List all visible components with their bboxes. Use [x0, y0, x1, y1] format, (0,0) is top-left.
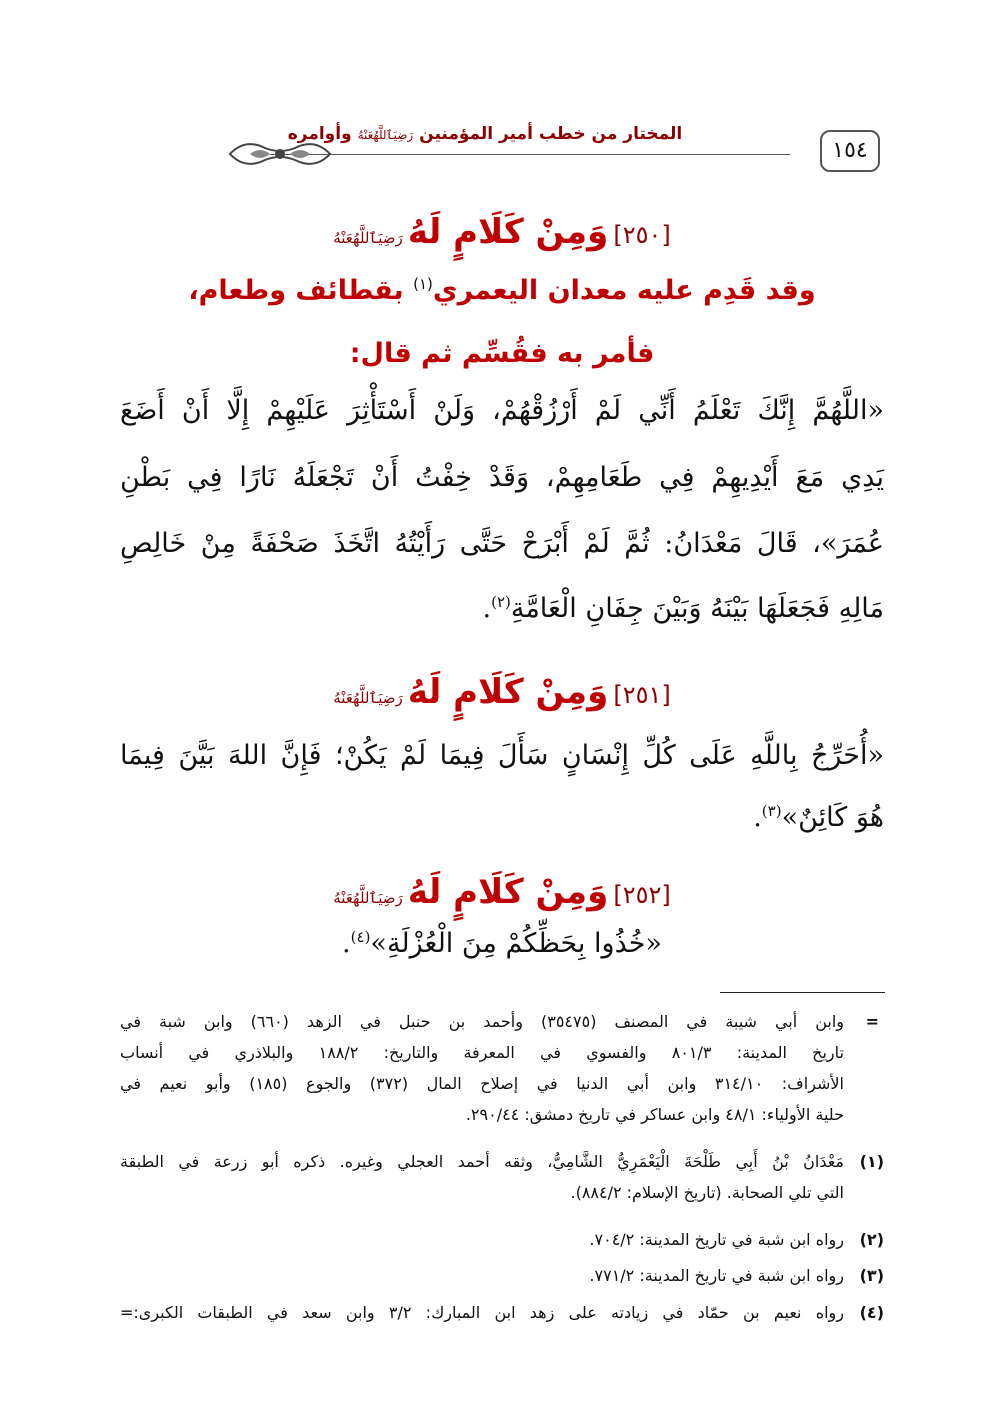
- section-title: وَمِنْ كَلَامٍ لَهُ: [407, 672, 609, 712]
- footnote-separator: [720, 992, 885, 993]
- section-subheading-2: فأمر به فقُسِّم ثم قال:: [349, 338, 655, 369]
- ornament-icon: [225, 136, 335, 172]
- section-number: [٢٥٢]: [613, 881, 671, 909]
- subheading-text: وقد قَدِم عليه معدان اليعمري: [432, 275, 816, 306]
- section-number: [٢٥١]: [613, 681, 671, 709]
- body-line: [120, 593, 884, 624]
- body-line: «اللَّهُمَّ إِنَّكَ تَعْلَمُ أَنِّي لَمْ أَرْزُقْهُمْ، وَلَنْ أَسْتَأْثِرَ عَلَيْهِمْ إِلَّا أَنْ أَضَعَ: [120, 395, 884, 426]
- section-heading-250: [120, 212, 884, 252]
- section-title: وَمِنْ كَلَامٍ لَهُ: [407, 212, 609, 252]
- footnote-line: وابن أبي شيبة في المصنف (٣٥٤٧٥) وأحمد بن حنبل في الزهد (٦٦٠) وابن شبة في: [120, 1012, 844, 1031]
- section-heading-252: [120, 872, 884, 912]
- period: .: [482, 593, 492, 624]
- footnote-ref: (٢): [491, 593, 511, 611]
- body-line: [120, 928, 884, 959]
- section-heading-251: [120, 672, 884, 712]
- footnote-line: التي تلي الصحابة. (تاريخ الإسلام: ٨٨٤/٢).: [570, 1183, 844, 1202]
- footnote-line: رواه نعيم بن حمّاد في زيادته على زهد ابن المبارك: ٣/٢ وابن سعد في الطبقات الكبرى:=: [120, 1303, 844, 1322]
- footnote-ref: (٤): [350, 928, 371, 946]
- period: .: [342, 928, 351, 959]
- body-line: [120, 802, 884, 833]
- footnote-line: تاريخ المدينة: ٨٠١/٣ والفسوي في المعرفة والتاريخ: ١٨٨/٢ والبلاذري في أنساب: [120, 1043, 844, 1062]
- body-line: عُمَرَ»، قَالَ مَعْدَانُ: ثُمَّ لَمْ أَبْرَحْ حَتَّى رَأَيْتُهُ اتَّخَذَ صَحْفَةً مِنْ خَالِصِ: [120, 528, 884, 559]
- footnote-line: رواه ابن شبة في تاريخ المدينة: ٧٠٤/٢.: [589, 1230, 844, 1249]
- running-title-text: المختار من خطب أمير المؤمنين: [419, 124, 683, 144]
- footnote-mark: (٤): [859, 1303, 884, 1322]
- footnote-mark: (١): [859, 1152, 884, 1171]
- period: .: [753, 802, 762, 833]
- footnote-mark: (٢): [859, 1230, 884, 1249]
- section-honorific: رَضِيَٱللَّهُعَنْهُ: [333, 229, 403, 247]
- footnote-ref: (٣): [761, 802, 782, 820]
- section-title: وَمِنْ كَلَامٍ لَهُ: [407, 872, 609, 912]
- section-subheading: [100, 275, 904, 306]
- running-honorific: رَضِيَٱللَّهُعَنْهُ: [357, 128, 414, 142]
- subheading-text-end: بقطائف وطعام،: [188, 275, 414, 306]
- footnote-ref: (١): [413, 275, 433, 293]
- footnote-line: الأشراف: ٣١٤/١٠ وابن أبي الدنيا في إصلاح المال (٣٧٢) والجوع (١٨٥) وأبو نعيم في: [120, 1074, 845, 1093]
- section-number: [٢٥٠]: [613, 221, 671, 249]
- body-line-text: هُوَ كَائِنٌ»: [781, 802, 884, 833]
- body-line-text: مَالِهِ فَجَعَلَهَا بَيْنَهُ وَبَيْنَ جِفَانِ الْعَامَّةِ: [510, 593, 884, 624]
- page-number: ١٥٤: [820, 130, 880, 172]
- footnote-line: رواه ابن شبة في تاريخ المدينة: ٧٧١/٢.: [589, 1266, 844, 1285]
- running-title-end: وأوامره: [287, 124, 352, 144]
- running-header: [150, 118, 880, 186]
- body-line: «أُحَرِّجُ بِاللَّهِ عَلَى كُلِّ إِنْسَانٍ سَأَلَ فِيمَا لَمْ يَكُنْ؛ فَإِنَّ اللهَ بَيَّنَ فِيمَا: [120, 740, 884, 771]
- section-honorific: رَضِيَٱللَّهُعَنْهُ: [333, 689, 403, 707]
- body-line: يَدِي مَعَ أَيْدِيهِمْ فِي طَعَامِهِمْ، وَقَدْ خِفْتُ أَنْ تَجْعَلَهُ نَارًا فِي بَطْنِ: [120, 462, 884, 493]
- footnote-line: مَعْدَانُ بْنُ أَبِي طَلْحَةَ الْيَعْمَرِيُّ الشَّامِيُّ، وثقه أحمد العجلي وغيره. ذكره أبو زرعة في الطبقة: [120, 1152, 844, 1171]
- body-line-text: «خُذُوا بِحَظِّكُمْ مِنَ الْعُزْلَةِ»: [370, 928, 662, 959]
- footnote-line: حلية الأولياء: ٤٨/١ وابن عساكر في تاريخ دمشق: ٢٩٠/٤٤.: [465, 1105, 844, 1124]
- section-honorific: رَضِيَٱللَّهُعَنْهُ: [333, 889, 403, 907]
- footnote-continuation-mark: =: [865, 1012, 879, 1031]
- footnote-mark: (٣): [859, 1266, 884, 1285]
- header-rule: [270, 154, 790, 155]
